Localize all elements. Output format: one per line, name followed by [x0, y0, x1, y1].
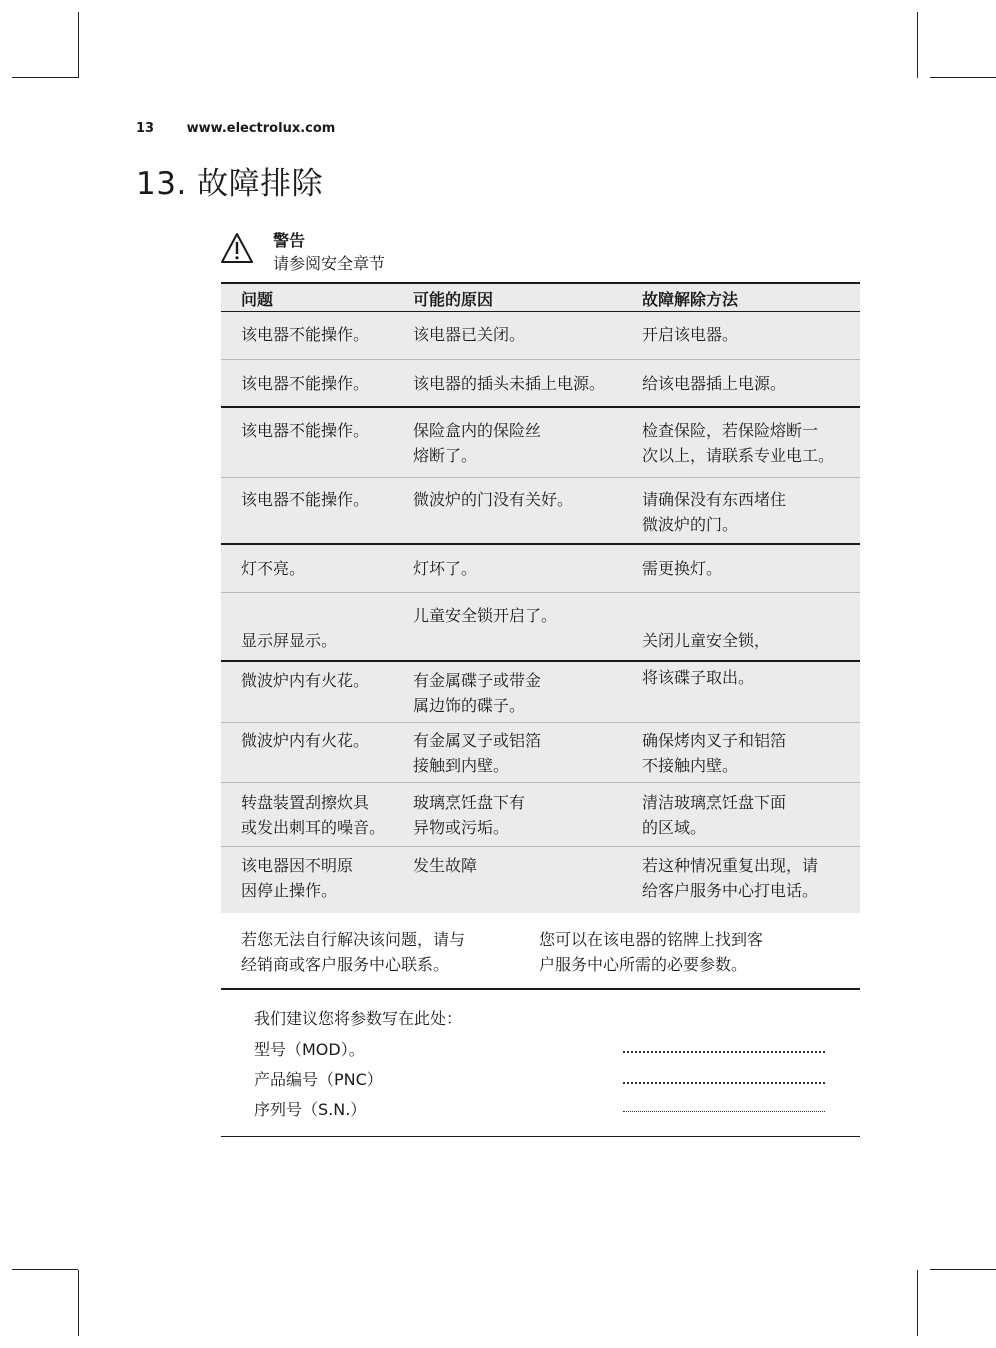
record-fill-line: [623, 1111, 825, 1112]
contact-left-text: 若您无法自行解决该问题，请与 经销商或客户服务中心联系。: [241, 930, 466, 974]
row-solution: 需更换灯。: [642, 559, 723, 578]
crop-mark: [12, 77, 78, 78]
table-header: [221, 282, 860, 312]
record-fill-line: [623, 1051, 825, 1053]
row-solution: 将该碟子取出。: [642, 668, 755, 687]
row-problem: 该电器不能操作。: [241, 374, 370, 393]
row-cause: 有金属碟子或带金 属边饰的碟子。: [413, 671, 542, 715]
row-solution: 清洁玻璃烹饪盘下面 的区域。: [642, 793, 787, 837]
row-problem: 灯不亮。: [241, 559, 306, 578]
row-cause: 儿童安全锁开启了。: [413, 606, 558, 625]
crop-mark: [12, 1269, 78, 1270]
row-problem: 转盘装置刮擦炊具 或发出刺耳的噪音。: [241, 793, 386, 837]
crop-mark: [930, 1269, 996, 1270]
row-solution: 若这种情况重复出现，请 给客户服务中心打电话。: [642, 856, 819, 900]
troubleshooting-table: [221, 282, 860, 914]
section-title: 13. 故障排除: [136, 166, 324, 202]
table-row: [221, 723, 860, 783]
warning-triangle-icon: [220, 232, 254, 264]
header-cause: 可能的原因: [413, 290, 494, 309]
table-row: [221, 847, 860, 914]
row-cause: 该电器已关闭。: [413, 325, 526, 344]
row-problem: 显示屏显示。: [241, 631, 338, 650]
row-cause: 有金属叉子或铝箔 接触到内壁。: [413, 731, 542, 775]
row-problem: 微波炉内有火花。: [241, 671, 370, 690]
warning-text: 请参阅安全章节: [273, 254, 386, 273]
crop-mark: [930, 77, 996, 78]
parameter-record: [221, 990, 860, 1137]
table-row: [221, 593, 860, 662]
row-cause: 玻璃烹饪盘下有 异物或污垢。: [413, 793, 526, 837]
crop-mark: [78, 12, 79, 78]
header-problem: 问题: [241, 290, 274, 309]
row-solution: 开启该电器。: [642, 325, 739, 344]
row-cause: 微波炉的门没有关好。: [413, 490, 574, 509]
table-row: [221, 783, 860, 847]
page-url: www.electrolux.com: [186, 121, 336, 136]
warning-title: 警告: [273, 231, 306, 250]
row-cause: 该电器的插头未插上电源。: [413, 374, 606, 393]
table-row: [221, 312, 860, 360]
table-row: [221, 408, 860, 478]
record-field-serial: 序列号（S.N.）: [254, 1100, 367, 1119]
row-solution: 给该电器插上电源。: [642, 374, 787, 393]
row-solution-line1: 关闭儿童安全锁，: [642, 631, 771, 650]
record-fill-line: [623, 1082, 825, 1084]
contact-note: [221, 913, 860, 990]
page-header: [136, 121, 335, 136]
row-cause: 灯坏了。: [413, 559, 478, 578]
crop-mark: [917, 12, 918, 78]
record-field-model: 型号（MOD）。: [254, 1040, 365, 1059]
row-solution: 检查保险，若保险熔断一 次以上，请联系专业电工。: [642, 421, 835, 465]
header-solution: 故障解除方法: [642, 290, 739, 309]
page-number: 13: [136, 121, 155, 136]
crop-mark: [78, 1270, 79, 1336]
row-cause: 保险盒内的保险丝 熔断了。: [413, 421, 542, 465]
table-row: [221, 545, 860, 593]
table-row: [221, 478, 860, 545]
row-problem: 该电器不能操作。: [241, 325, 370, 344]
crop-mark: [917, 1270, 918, 1336]
table-row: [221, 662, 860, 723]
row-problem: 该电器不能操作。: [241, 421, 370, 440]
table-row: [221, 360, 860, 408]
row-cause: 发生故障: [413, 856, 478, 875]
row-solution: 确保烤肉叉子和铝箔 不接触内壁。: [642, 731, 787, 775]
row-solution: 请确保没有东西堵住 微波炉的门。: [642, 490, 787, 534]
row-problem: 该电器因不明原 因停止操作。: [241, 856, 354, 900]
row-problem: 该电器不能操作。: [241, 490, 370, 509]
row-problem: 微波炉内有火花。: [241, 731, 370, 750]
record-intro: 我们建议您将参数写在此处：: [254, 1009, 463, 1028]
record-field-pnc: 产品编号（PNC）: [254, 1070, 383, 1089]
contact-right-text: 您可以在该电器的铭牌上找到客 户服务中心所需的必要参数。: [539, 930, 764, 974]
